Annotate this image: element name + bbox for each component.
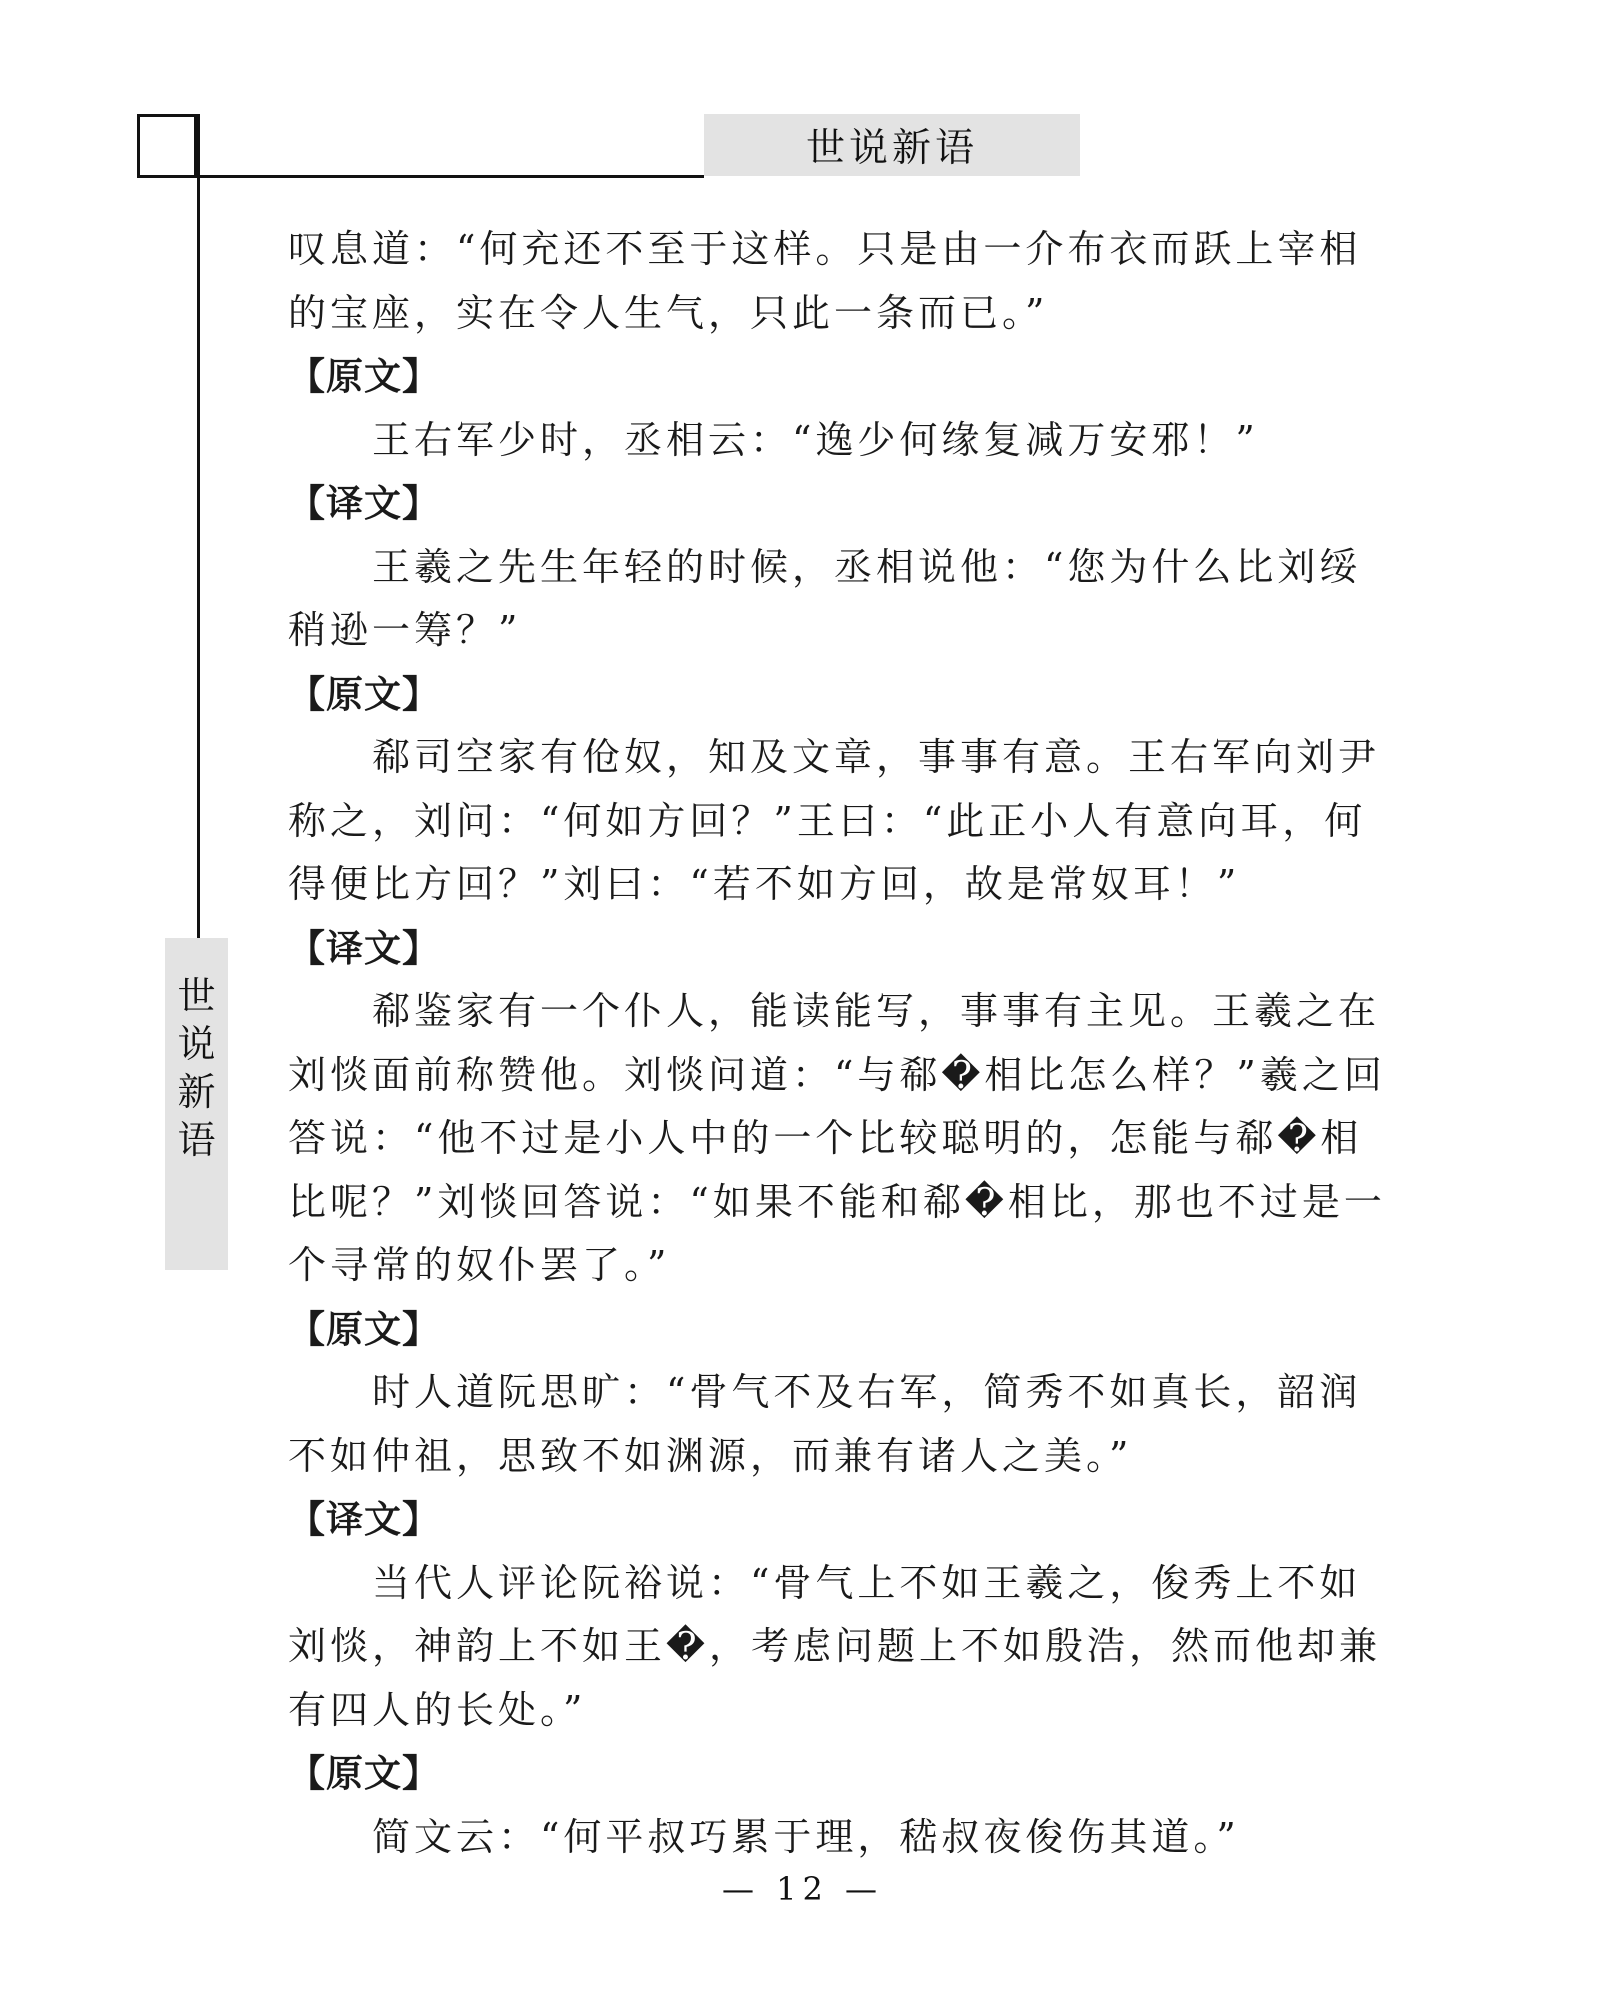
header-rule: [137, 175, 704, 178]
text-line: 个寻常的奴仆罢了。”: [288, 1243, 671, 1287]
section-label: 【原文】: [288, 1307, 440, 1351]
text-line: 有四人的长处。”: [288, 1687, 587, 1732]
corner-frame: [137, 114, 197, 178]
text-line: 叹息道：“何充还不至于这样。只是由一介布衣而跃上宰相: [288, 227, 1362, 271]
side-tab-char: 新: [177, 1070, 216, 1114]
text-line: 简文云：“何平叔巧累于理，嵇叔夜俊伤其道。”: [372, 1814, 1240, 1859]
section-label: 【原文】: [288, 672, 440, 716]
running-header-title: 世说新语: [805, 126, 978, 171]
text-line: 郗司空家有伧奴，知及文章，事事有意。王右军向刘尹: [372, 735, 1381, 779]
text-line: 郗鉴家有一个仆人，能读能写，事事有主见。王羲之在: [372, 989, 1381, 1033]
text-line: 刘惔面前称赞他。刘惔问道：“与郗�相比怎么样？”羲之回: [288, 1052, 1386, 1097]
spine-line: [197, 114, 200, 938]
text-line: 王右军少时，丞相云：“逸少何缘复减万安邪！”: [372, 417, 1259, 462]
text-line: 答说：“他不过是小人中的一个比较聪明的，怎能与郗�相: [288, 1116, 1363, 1160]
text-line: 稍逊一筹？”: [288, 608, 522, 652]
page-number: — 12 —: [721, 1870, 884, 1908]
running-header: [704, 114, 1080, 176]
section-label: 【原文】: [288, 1752, 440, 1795]
side-tab-char: 世: [177, 974, 216, 1018]
text-line: 当代人评论阮裕说：“骨气上不如王羲之，俊秀上不如: [372, 1560, 1362, 1605]
text-line: 比呢？”刘惔回答说：“如果不能和郗�相比，那也不过是一: [288, 1179, 1386, 1224]
section-label: 【原文】: [288, 355, 440, 398]
side-tab-char: 语: [177, 1118, 216, 1162]
section-label: 【译文】: [288, 926, 440, 970]
text-line: 刘惔，神韵上不如王�，考虑问题上不如殷浩，然而他却兼: [288, 1624, 1381, 1668]
text-line: 称之，刘问：“何如方回？”王曰：“此正小人有意向耳，何: [288, 798, 1367, 843]
side-tab: [165, 938, 228, 1270]
body-text: [288, 218, 1386, 1869]
text-line: 王羲之先生年轻的时候，丞相说他：“您为什么比刘绥: [372, 544, 1362, 589]
text-line: 得便比方回？”刘曰：“若不如方回，故是常奴耳！”: [288, 862, 1241, 906]
text-line: 时人道阮思旷：“骨气不及右军，简秀不如真长，韶润: [372, 1370, 1362, 1414]
text-line: 的宝座，实在令人生气，只此一条而已。”: [288, 290, 1049, 335]
section-label: 【译文】: [288, 1498, 440, 1541]
side-tab-char: 说: [177, 1022, 216, 1066]
text-line: 不如仲祖，思致不如渊源，而兼有诸人之美。”: [288, 1433, 1133, 1478]
section-label: 【译文】: [288, 482, 440, 525]
